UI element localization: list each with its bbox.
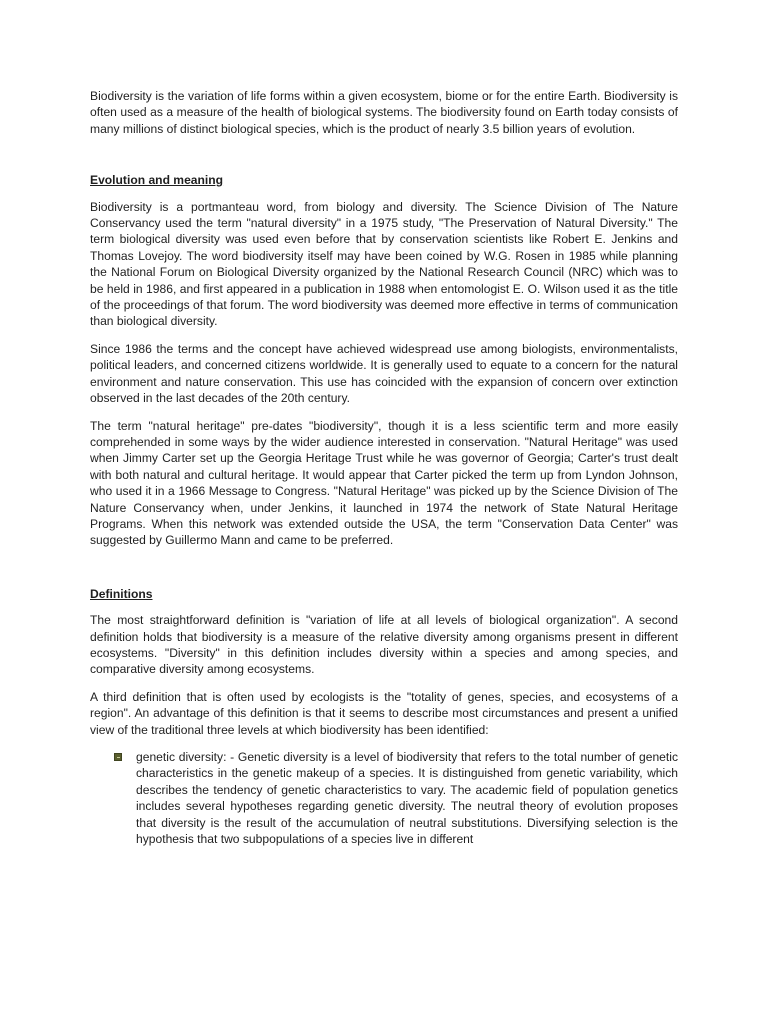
evolution-paragraph-2: Since 1986 the terms and the concept have achieved widespread use among biologists, environmentalists, political leaders, and concerned citizens worldwide. It is generally used to equate to a concern for the natural environment and nature conservation. This use has coincided with the expansion of concern over extinction observed in the last decades of the 20th century. bbox=[90, 341, 678, 406]
square-bullet-icon bbox=[114, 753, 122, 761]
diversity-levels-list bbox=[90, 749, 678, 847]
document-page bbox=[90, 88, 678, 847]
list-item-text: genetic diversity: - Genetic diversity is a level of biodiversity that refers to the total number of genetic characteristics in the genetic makeup of a species. It is distinguished from genetic variability, which describes the tendency of genetic characteristics to vary. The academic field of population genetics includes several hypotheses regarding genetic diversity. The neutral theory of evolution proposes that diversity is the result of the accumulation of neutral substitutions. Diversifying selection is the hypothesis that two subpopulations of a species live in different bbox=[136, 750, 678, 847]
definitions-paragraph-1: The most straightforward definition is "variation of life at all levels of biological organization". A second definition holds that biodiversity is a measure of the relative diversity among organisms present in different ecosystems. "Diversity" in this definition includes diversity within a species and among species, and comparative diversity among ecosystems. bbox=[90, 613, 678, 677]
evolution-paragraph-3: The term "natural heritage" pre-dates "biodiversity", though it is a less scientific term and more easily comprehended in some ways by the wider audience interested in conservation. "Natural Heritage" was used when Jimmy Carter set up the Georgia Heritage Trust while he was governor of Georgia; Carter's trust dealt with both natural and cultural heritage. It would appear that Carter picked the term up from Lyndon Johnson, who used it in a 1966 Message to Congress. "Natural Heritage" was picked up by the Science Division of The Nature Conservancy when, under Jenkins, it launched in 1974 the network of State Natural Heritage Programs. When this network was extended outside the USA, the term "Conservation Data Center" was suggested by Guillermo Mann and came to be preferred. bbox=[90, 418, 678, 548]
evolution-heading: Evolution and meaning bbox=[90, 173, 224, 188]
definitions-heading: Definitions bbox=[90, 586, 153, 601]
definitions-paragraph-2: A third definition that is often used by ecologists is the "totality of genes, species, and ecosystems of a region". An advantage of this definition is that it seems to describe most circumstances and present a unified view of the traditional three levels at which biodiversity has been identified: bbox=[90, 689, 678, 737]
intro-paragraph: Biodiversity is the variation of life forms within a given ecosystem, biome or for the entire Earth. Biodiversity is often used as a measure of the health of biological systems. The biodiversity found on Earth today consists of many millions of distinct biological species, which is the product of nearly 3.5 billion years of evolution. bbox=[90, 89, 678, 136]
list-item bbox=[90, 749, 678, 847]
evolution-paragraph-1: Biodiversity is a portmanteau word, from biology and diversity. The Science Division of The Nature Conservancy used the term "natural diversity" in a 1975 study, "The Preservation of Natural Diversity." The term biological diversity was used even before that by conservation scientists like Robert E. Jenkins and Thomas Lovejoy. The word biodiversity itself may have been coined by W.G. Rosen in 1985 while planning the National Forum on Biological Diversity organized by the National Research Council (NRC) which was to be held in 1986, and first appeared in a publication in 1988 when entomologist E. O. Wilson used it as the title of the proceedings of that forum. The word biodiversity was deemed more effective in terms of communication than biological diversity. bbox=[90, 199, 678, 329]
